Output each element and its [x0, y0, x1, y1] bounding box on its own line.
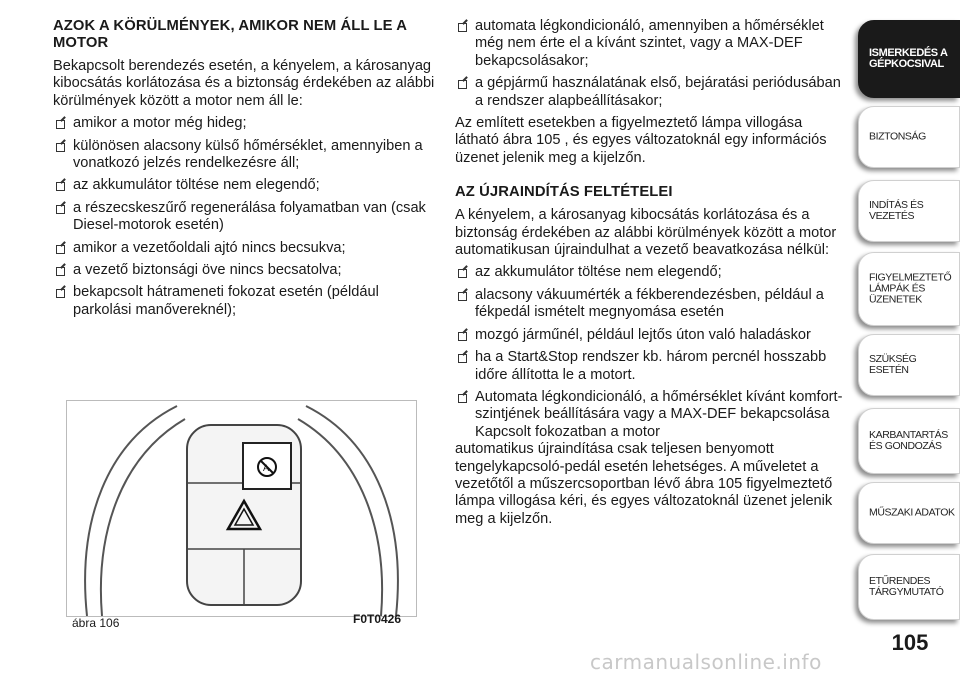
- figure-code: F0T0426: [353, 612, 402, 626]
- section-heading-not-stopping: AZOK A KÖRÜLMÉNYEK, AMIKOR NEM ÁLL LE A MOTOR: [53, 18, 407, 51]
- dashboard-illustration: [67, 401, 416, 616]
- list-item: a részecskeszűrő regenerálása folyamatban van (csak Diesel-motorok esetén): [53, 200, 439, 235]
- intro-paragraph: Bekapcsolt berendezés esetén, a kényelem, a károsanyag kibocsátás korlátozása és a biztonság érdekében az alábbi körülmények között a motor nem áll le:: [53, 58, 435, 109]
- checkbox-bullet-icon: [458, 332, 467, 341]
- tab-technical-data[interactable]: MŰSZAKI ADATOK: [858, 482, 960, 544]
- list-item: mozgó járműnél, például lejtős úton való haladáskor: [455, 327, 847, 344]
- checkbox-bullet-icon: [458, 354, 467, 363]
- section-heading-restart: AZ ÚJRAINDÍTÁS FELTÉTELEI: [455, 184, 673, 201]
- condition-list: [53, 115, 439, 319]
- list-item: amikor a vezetőoldali ajtó nincs becsukva;: [53, 240, 439, 257]
- tab-emergency[interactable]: SZÜKSÉG ESETÉN: [858, 334, 960, 396]
- figure-caption: ábra 106: [72, 616, 120, 630]
- list-item: automata légkondicionáló, amennyiben a hőmérséklet még nem érte el a kívánt szintet, vagy a MAX-DEF bekapcsolásakor;: [455, 18, 847, 70]
- condition-list-continued: [455, 18, 847, 110]
- restart-condition-list: [455, 264, 847, 441]
- tab-starting-driving[interactable]: INDÍTÁS ÉS VEZETÉS: [858, 180, 960, 242]
- list-item: a vezető biztonsági öve nincs becsatolva;: [53, 262, 439, 279]
- checkbox-bullet-icon: [56, 143, 65, 152]
- tab-getting-to-know-car[interactable]: ISMERKEDÉS A GÉPKOCSIVAL: [858, 20, 960, 98]
- checkbox-bullet-icon: [56, 120, 65, 129]
- list-item: az akkumulátor töltése nem elegendő;: [455, 264, 847, 281]
- tab-warning-lights[interactable]: FIGYELMEZTETŐ LÁMPÁK ÉS ÜZENETEK: [858, 252, 960, 326]
- tab-maintenance[interactable]: KARBANTARTÁS ÉS GONDOZÁS: [858, 408, 960, 474]
- list-item: bekapcsolt hátrameneti fokozat esetén (például parkolási manővereknél);: [53, 284, 439, 319]
- svg-text:A: A: [263, 463, 270, 473]
- checkbox-bullet-icon: [56, 289, 65, 298]
- checkbox-bullet-icon: [458, 292, 467, 301]
- list-item: az akkumulátor töltése nem elegendő;: [53, 177, 439, 194]
- checkbox-bullet-icon: [458, 394, 467, 403]
- list-item: Automata légkondicionáló, a hőmérséklet kívánt komfort-szintjének beállítására vagy a MAX-DEF bekapcsolása Kapcsolt fokozatban a motor: [455, 389, 847, 441]
- list-item: amikor a motor még hideg;: [53, 115, 439, 132]
- dashboard-figure: [66, 400, 417, 617]
- checkbox-bullet-icon: [56, 182, 65, 191]
- checkbox-bullet-icon: [56, 267, 65, 276]
- checkbox-bullet-icon: [458, 23, 467, 32]
- page-number: 105: [891, 630, 929, 655]
- list-item: különösen alacsony külső hőmérséklet, amennyiben a vonatkozó jelzés rendelkezésre áll;: [53, 138, 439, 173]
- chapter-tabs: [858, 0, 960, 678]
- checkbox-bullet-icon: [56, 205, 65, 214]
- left-column: [53, 18, 439, 324]
- right-column: [455, 18, 847, 533]
- checkbox-bullet-icon: [458, 80, 467, 89]
- list-item: a gépjármű használatának első, bejáratási periódusában a rendszer alapbeállításakor;: [455, 75, 847, 110]
- tab-index[interactable]: ETŰRENDES TÁRGYMUTATÓ: [858, 554, 960, 620]
- checkbox-bullet-icon: [56, 245, 65, 254]
- list-item: ha a Start&Stop rendszer kb. három percnél hosszabb időre állította le a motort.: [455, 349, 847, 384]
- closing-paragraph: automatikus újraindítása csak teljesen benyomott tengelykapcsoló-pedál esetén lehetséges. A műveletet a vezetőtől a műszercsoportban lévő ábra 105 figyelmeztető lámpa villogása kéri, és egyes változatoknál üzenet jelenik meg a kijelzőn.: [455, 441, 833, 527]
- restart-intro-paragraph: A kényelem, a károsanyag kibocsátás korlátozása és a biztonság érdekében az alábbi körülmények között a motor automatikusan újraindulhat a vezető beavatkozása nélkül:: [455, 207, 837, 259]
- watermark: carmanualsonline.info: [590, 650, 822, 674]
- tab-safety[interactable]: BIZTONSÁG: [858, 106, 960, 168]
- list-item: alacsony vákuumérték a fékberendezésben, például a fékpedál ismételt megnyomása esetén: [455, 287, 847, 322]
- warning-light-paragraph: Az említett esetekben a figyelmeztető lámpa villogása látható ábra 105 , és egyes változatoknál egy információs üzenet jelenik meg a kijelzőn.: [455, 115, 827, 166]
- checkbox-bullet-icon: [458, 269, 467, 278]
